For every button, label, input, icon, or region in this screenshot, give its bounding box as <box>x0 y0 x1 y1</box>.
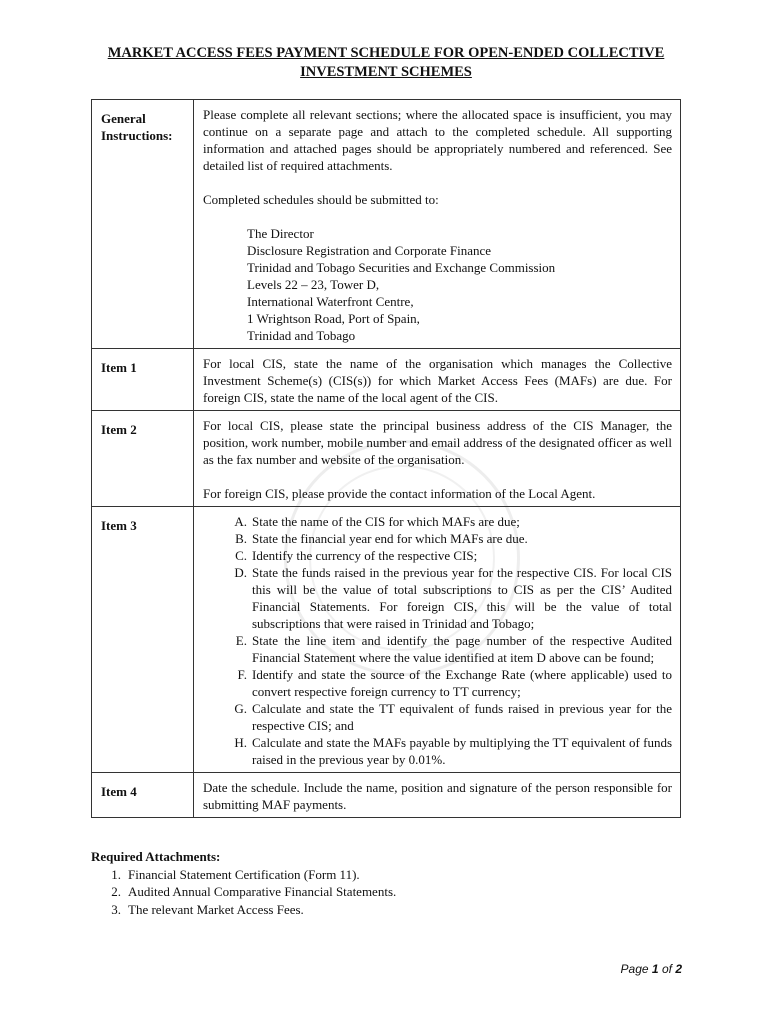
address-line: Trinidad and Tobago Securities and Exchange Commission <box>247 260 556 275</box>
address-line: Levels 22 – 23, Tower D, <box>247 277 380 292</box>
address-line: Trinidad and Tobago <box>247 328 356 343</box>
page-title <box>88 44 684 82</box>
item2-label: Item 2 <box>92 411 194 507</box>
title-line-2: INVESTMENT SCHEMES <box>300 64 472 80</box>
general-label <box>92 100 194 349</box>
list-item: 1. Financial Statement Certification (Form 11). <box>111 866 360 882</box>
item1-text: For local CIS, state the name of the organisation which manages the Collective Investment Scheme(s) (CIS(s)) for which Market Access Fees (MAFs) are due. For foreign CIS, state the name of the local agent of the CIS. <box>194 349 681 411</box>
title-line-1: MARKET ACCESS FEES PAYMENT SCHEDULE FOR OPEN-ENDED COLLECTIVE <box>107 45 665 61</box>
item3-list <box>203 513 672 768</box>
submission-address <box>203 225 672 344</box>
list-item: A. State the name of the CIS for which MAFs are due; <box>234 514 520 529</box>
required-attachments <box>91 848 681 918</box>
list-item: 3. The relevant Market Access Fees. <box>111 901 304 917</box>
page-number: Page 1 of 2 <box>620 962 682 976</box>
list-item: F. Identify and state the source of the Exchange Rate (where applicable) used to convert respective foreign currency to TT currency; <box>237 667 672 699</box>
list-item: C. Identify the currency of the respective CIS; <box>235 548 478 563</box>
item2-para1: For local CIS, please state the principal business address of the CIS Manager, the position, work number, mobile number and email address of the designated officer as well as the fax number and website of the organisation. <box>203 418 672 467</box>
list-item: H. Calculate and state the MAFs payable by multiplying the TT equivalent of funds raised in the previous year by 0.01%. <box>234 735 672 767</box>
item4-row <box>92 773 681 818</box>
address-line: 1 Wrightson Road, Port of Spain, <box>247 311 420 326</box>
general-para2: Completed schedules should be submitted to: <box>203 192 439 207</box>
item2-content <box>194 411 681 507</box>
general-label-line1: General <box>101 111 146 126</box>
list-item: E. State the line item and identify the page number of the respective Audited Financial Statement where the value identified at item D above can be found; <box>235 633 672 665</box>
list-item: G. Calculate and state the TT equivalent of funds raised in previous year for the respective CIS; and <box>234 701 672 733</box>
item4-text: Date the schedule. Include the name, position and signature of the person responsible for submitting MAF payments. <box>194 773 681 818</box>
list-item: B. State the financial year end for which MAFs are due. <box>235 531 528 546</box>
address-line: Disclosure Registration and Corporate Finance <box>247 243 492 258</box>
list-item: D. State the funds raised in the previous year for the respective CIS. For local CIS this will be the value of total subscriptions to CIS as per the CIS’ Audited Financial Statements. For foreign CIS, this will be the value of total subscriptions that were raised in Trinidad and Tobago; <box>234 565 672 631</box>
item3-label: Item 3 <box>92 507 194 773</box>
general-row <box>92 100 681 349</box>
address-line: International Waterfront Centre, <box>247 294 414 309</box>
address-line: The Director <box>247 226 314 241</box>
required-heading: Required Attachments: <box>91 849 221 864</box>
list-item: 2. Audited Annual Comparative Financial Statements. <box>111 884 397 899</box>
item2-para2: For foreign CIS, please provide the contact information of the Local Agent. <box>203 486 596 501</box>
item1-row <box>92 349 681 411</box>
general-para1: Please complete all relevant sections; where the allocated space is insufficient, you may continue on a separate page and attach to the completed schedule. All supporting information and attached pages should be appropriately numbered and referenced. See detailed list of required attachments. <box>203 107 672 173</box>
item3-row <box>92 507 681 773</box>
item1-label: Item 1 <box>92 349 194 411</box>
instructions-table <box>91 99 681 818</box>
item3-content <box>194 507 681 773</box>
item4-label: Item 4 <box>92 773 194 818</box>
item2-row <box>92 411 681 507</box>
general-content <box>194 100 681 349</box>
general-label-line2: Instructions: <box>101 128 173 143</box>
